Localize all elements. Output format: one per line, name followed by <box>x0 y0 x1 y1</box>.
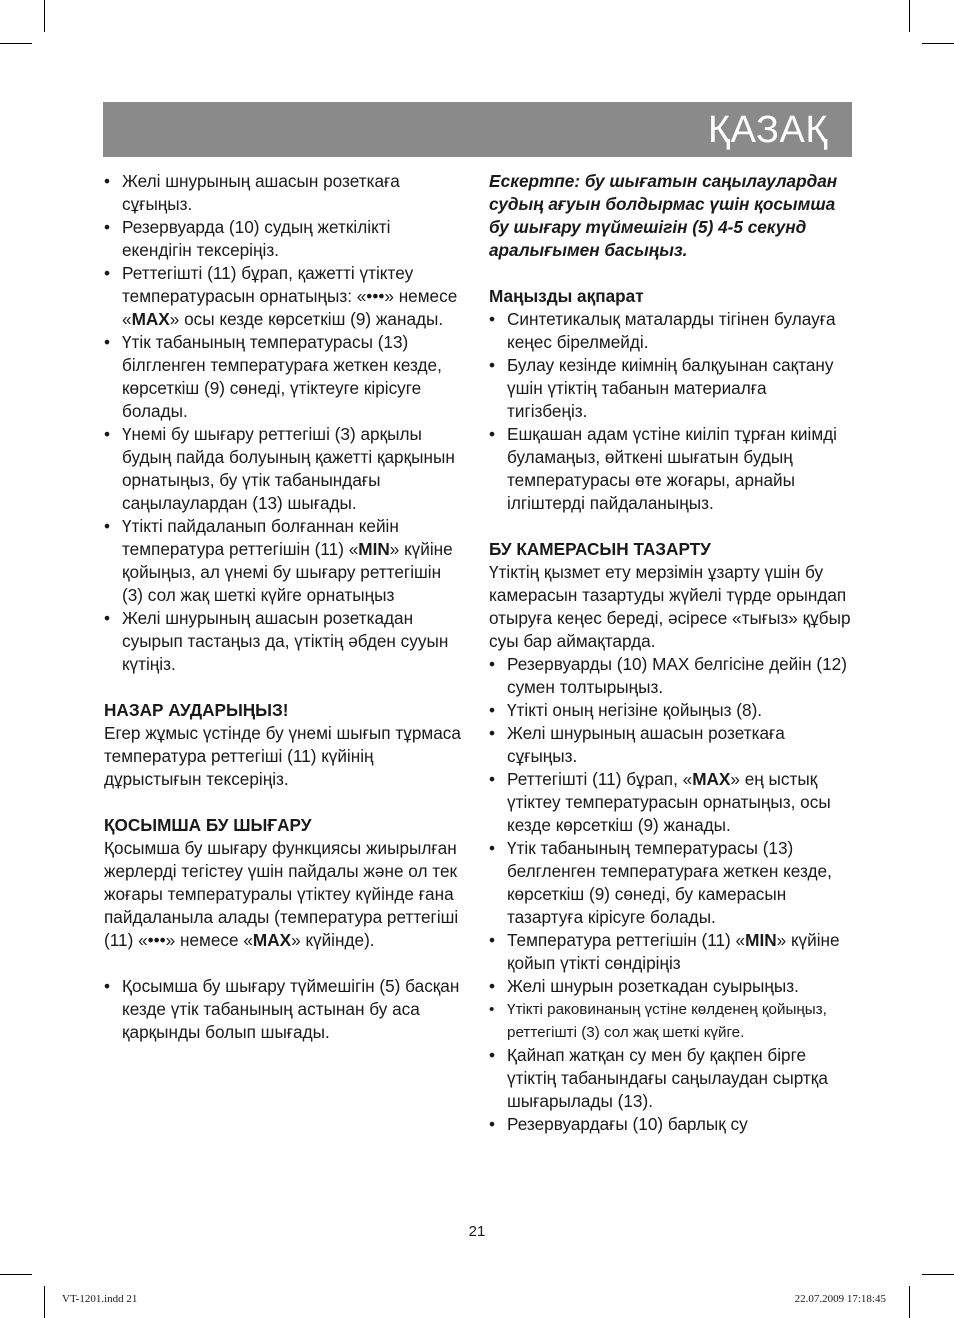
list-item: • Температура реттегішін (11) «MIN» күйіне қойып үтікті сөндіріңіз <box>489 930 840 973</box>
important-heading: Маңызды ақпарат <box>489 286 644 306</box>
banner-title: ҚАЗАҚ <box>708 109 828 151</box>
crop-mark <box>44 1286 45 1318</box>
crop-mark <box>922 1274 954 1275</box>
list-item: • Желі шнурының ашасын розеткадан суырып тастаңыз да, үтіктің әбден сууын күтіңіз. <box>104 608 449 674</box>
list-item: • Үтікті оның негізіне қойыңыз (8). <box>489 700 763 720</box>
list-item: • Резервуарда (10) судың жеткілікті екендігін тексеріңіз. <box>104 217 391 260</box>
list-item: • Резервуарды (10) MAX белгісіне дейін (12) сумен толтырыңыз. <box>489 654 847 697</box>
extra-steam-text: Қосымша бу шығару функциясы жиырылған жерлерді тегістеу үшін пайдалы және ол тек жоғары температуралы үтіктеу күйінде ғана пайдаланыла алады (температура реттегіші (11) «•••» немесе «MAX» күйінде). <box>104 838 459 950</box>
list-item: • Желі шнурын розеткадан суырыңыз. <box>489 976 799 996</box>
crop-mark <box>922 43 954 44</box>
list-item: • Резервуардағы (10) барлық су <box>489 1114 748 1134</box>
list-item: • Үтікті пайдаланып болғаннан кейін температура реттегішін (11) «MIN» күйіне қойыңыз, ал үнемі бу шығару реттегішін (3) сол жақ шеткі күйге орнатыңыз <box>104 516 453 605</box>
slug-file: VT-1201.indd 21 <box>62 1293 138 1305</box>
cleaning-text: Үтіктің қызмет ету мерзімін ұзарту үшін бу камерасын тазартуды жүйелі түрде орындап отыруға кеңес береді, әсіресе «тығыз» құбыр суы бар аймақтарда. <box>489 562 851 651</box>
list-item: • Қайнап жатқан су мен бу қақпен бірге үтіктің табанындағы саңылаудан сыртқа шығарылады (13). <box>489 1045 828 1111</box>
list-item: • Ешқашан адам үстіне киіліп тұрған киімді буламаңыз, өйткені шығатын будың температурасы өте жоғары, арнайы ілгіштерді пайдаланыңыз. <box>489 424 837 513</box>
crop-mark <box>44 0 45 32</box>
list-item: • Үнемі бу шығару реттегіші (3) арқылы будың пайда болуының қажетті қарқынын орнатыңыз, бу үтік табанындағы саңылаулардан (13) шығады. <box>104 424 455 513</box>
list-item: • Синтетикалық маталарды тігінен булауға кеңес бірелмейді. <box>489 309 836 352</box>
crop-mark <box>909 0 910 32</box>
list-item: • Қосымша бу шығару түймешігін (5) басқан кезде үтік табанының астынан бу аса қарқынды болып шығады. <box>104 976 460 1042</box>
left-column <box>104 170 464 1044</box>
section-banner <box>103 102 852 157</box>
important-list <box>489 308 851 515</box>
usage-steps <box>104 170 464 676</box>
list-item: • Үтік табанының температурасы (13) білгленген температураға жеткен кезде, көрсеткіш (9) сөнеді, үтіктеуге кірісуге болады. <box>104 332 442 421</box>
right-column <box>489 170 851 1136</box>
list-item: • Реттегішті (11) бұрап, қажетті үтіктеу температурасын орнатыңыз: «•••» немесе «MAX» осы кезде көрсеткіш (9) жанады. <box>104 263 458 329</box>
note-text: Ескертпе: бу шығатын саңылаулардан судың ағуын болдырмас үшін қосымша бу шығару түймешігін (5) 4-5 секунд аралығымен басыңыз. <box>489 171 838 260</box>
crop-mark <box>909 1286 910 1318</box>
crop-mark <box>0 1274 32 1275</box>
extra-steam-steps <box>104 975 464 1044</box>
list-item: • Желі шнурының ашасын розеткаға сұғыңыз. <box>104 171 400 214</box>
extra-steam-heading: ҚОСЫМША БУ ШЫҒАРУ <box>104 815 312 835</box>
list-item: • Реттегішті (11) бұрап, «MAX» ең ыстық үтіктеу температурасын орнатыңыз, осы кезде көрсеткіш (9) жанады. <box>489 769 831 835</box>
list-item: • Желі шнурының ашасын розеткаға сұғыңыз. <box>489 723 785 766</box>
list-item: • Булау кезінде киімнің балқуынан сақтану үшін үтіктің табанын материалға тигізбеңіз. <box>489 355 834 421</box>
attention-heading: НАЗАР АУДАРЫҢЫЗ! <box>104 700 289 720</box>
list-item: • Үтікті раковинаның үстіне көлденең қойыңыз, реттегішті (3) сол жақ шеткі күйге. <box>489 1001 827 1041</box>
attention-text: Егер жұмыс үстінде бу үнемі шығып тұрмаса температура реттегіші (11) күйінің дұрыстығын тексеріңіз. <box>104 723 461 789</box>
slug-date: 22.07.2009 17:18:45 <box>794 1293 886 1305</box>
page-number: 21 <box>468 1223 486 1240</box>
cleaning-steps <box>489 653 851 1136</box>
cleaning-heading: БУ КАМЕРАСЫН ТАЗАРТУ <box>489 539 711 559</box>
list-item: • Үтік табанының температурасы (13) белгленген температураға жеткен кезде, көрсеткіш (9) сөнеді, бу камерасын тазартуға кірісуге болады. <box>489 838 832 927</box>
crop-mark <box>0 43 32 44</box>
